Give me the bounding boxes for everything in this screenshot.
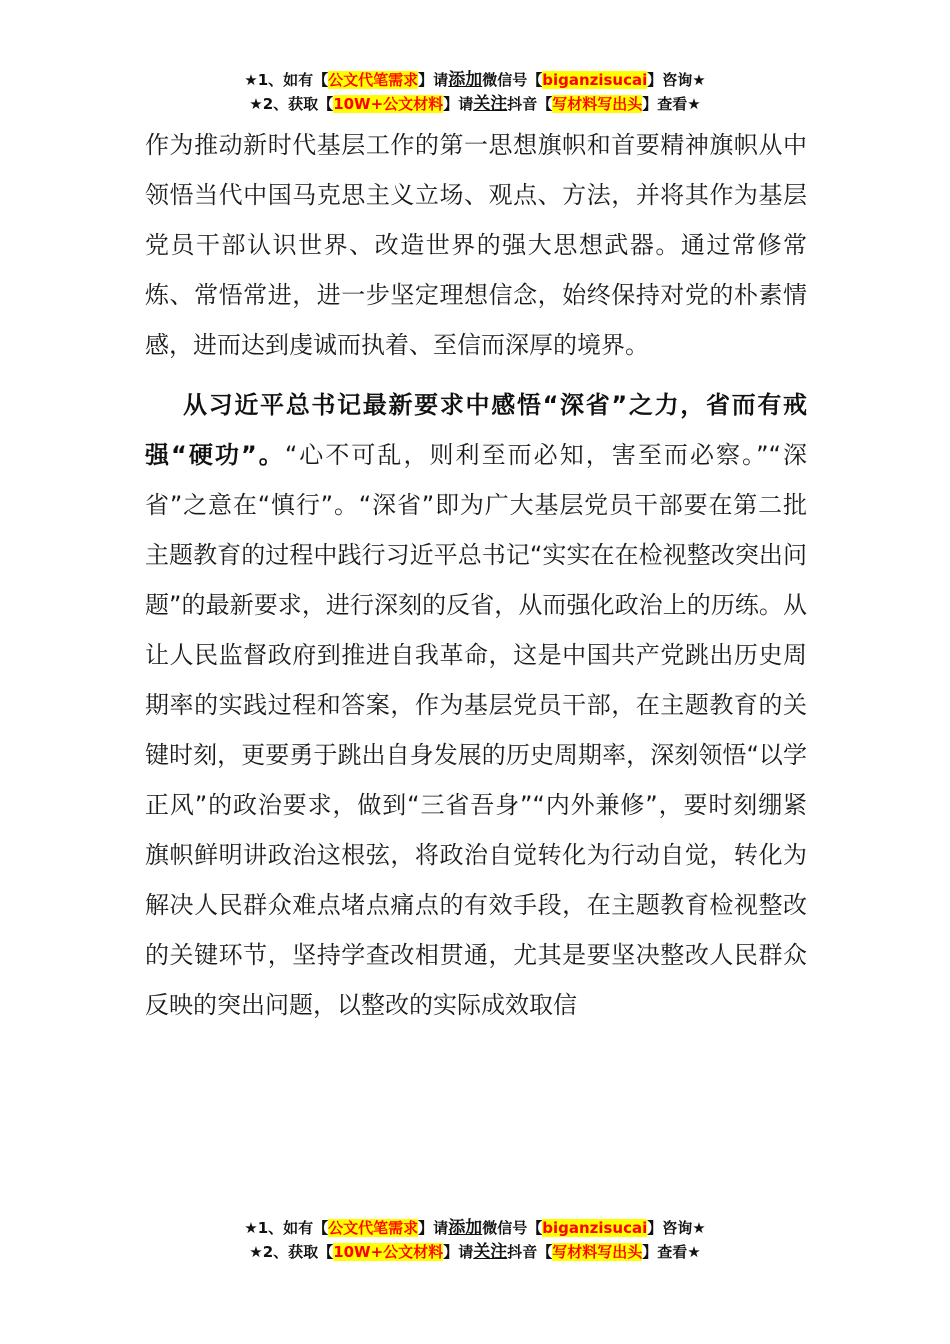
banner-text: ★1、如有【 <box>244 1219 329 1237</box>
paragraph-1: 作为推动新时代基层工作的第一思想旗帜和首要精神旗帜从中领悟当代中国马克思主义立场、观点、方法，并将其作为基层党员干部认识世界、改造世界的强大思想武器。通过常修常炼、常悟常进，进一步坚定理想信念，始终保持对党的朴素情感，进而达到虔诚而执着、至信而深厚的境界。 <box>145 131 807 359</box>
banner-text: ★2、获取【 <box>249 95 334 113</box>
banner-text: 】查看★ <box>642 95 701 113</box>
banner-line-1 <box>0 1216 950 1240</box>
banner-text: 】请 <box>418 1219 449 1237</box>
banner-line-2 <box>0 92 950 116</box>
banner-highlight: 公文代笔需求 <box>328 1219 419 1237</box>
banner-highlight: 10W+公文材料 <box>333 95 444 113</box>
banner-emphasis: 添加 <box>448 70 483 90</box>
banner-wechat-id: biganzisucai <box>542 1219 648 1237</box>
banner-line-1 <box>0 68 950 92</box>
banner-douyin-id: 写材料写出头 <box>552 95 643 113</box>
banner-text: 】请 <box>443 1243 474 1261</box>
banner-text: 】请 <box>443 95 474 113</box>
paragraph-2-text: “心不可乱，则利至而必知，害至而必察。”“深省”之意在“慎行”。“深省”即为广大基层党员干部要在第二批主题教育的过程中践行习近平总书记“实实在在检视整改突出问题”的最新要求，进行深刻的反省，从而强化政治上的历练。从让人民监督政府到推进自我革命，这是中国共产党跳出历史周期率的实践过程和答案，作为基层党员干部，在主题教育的关键时刻，更要勇于跳出自身发展的历史周期率，深刻领悟“以学正风”的政治要求，做到“三省吾身”“内外兼修”，要时刻绷紧旗帜鲜明讲政治这根弦，将政治自觉转化为行动自觉，转化为解决人民群众难点堵点痛点的有效手段，在主题教育检视整改的关键环节，坚持学查改相贯通，尤其是要坚决整改人民群众反映的突出问题，以整改的实际成效取信 <box>145 441 807 1019</box>
banner-line-2 <box>0 1240 950 1264</box>
banner-text: 抖音【 <box>507 95 553 113</box>
banner-highlight: 公文代笔需求 <box>328 71 419 89</box>
banner-text: 抖音【 <box>507 1243 553 1261</box>
banner-text: ★1、如有【 <box>244 71 329 89</box>
paragraph-2-lead: 从习近平总书记最新要求中感悟“深省”之力，省而有戒强“硬功”。 <box>145 391 807 469</box>
footer-banner <box>0 1216 950 1264</box>
banner-highlight: 10W+公文材料 <box>333 1243 444 1261</box>
banner-emphasis: 关注 <box>473 94 508 114</box>
banner-text: 】咨询★ <box>647 71 706 89</box>
banner-text: 微信号【 <box>482 1219 543 1237</box>
banner-emphasis: 添加 <box>448 1218 483 1238</box>
header-banner <box>0 68 950 116</box>
banner-douyin-id: 写材料写出头 <box>552 1243 643 1261</box>
banner-wechat-id: biganzisucai <box>542 71 648 89</box>
banner-text: ★2、获取【 <box>249 1243 334 1261</box>
banner-emphasis: 关注 <box>473 1242 508 1262</box>
banner-text: 】请 <box>418 71 449 89</box>
banner-text: 】查看★ <box>642 1243 701 1261</box>
banner-text: 】咨询★ <box>647 1219 706 1237</box>
banner-text: 微信号【 <box>482 71 543 89</box>
paragraph-2 <box>145 380 807 1030</box>
document-body <box>145 120 807 1030</box>
